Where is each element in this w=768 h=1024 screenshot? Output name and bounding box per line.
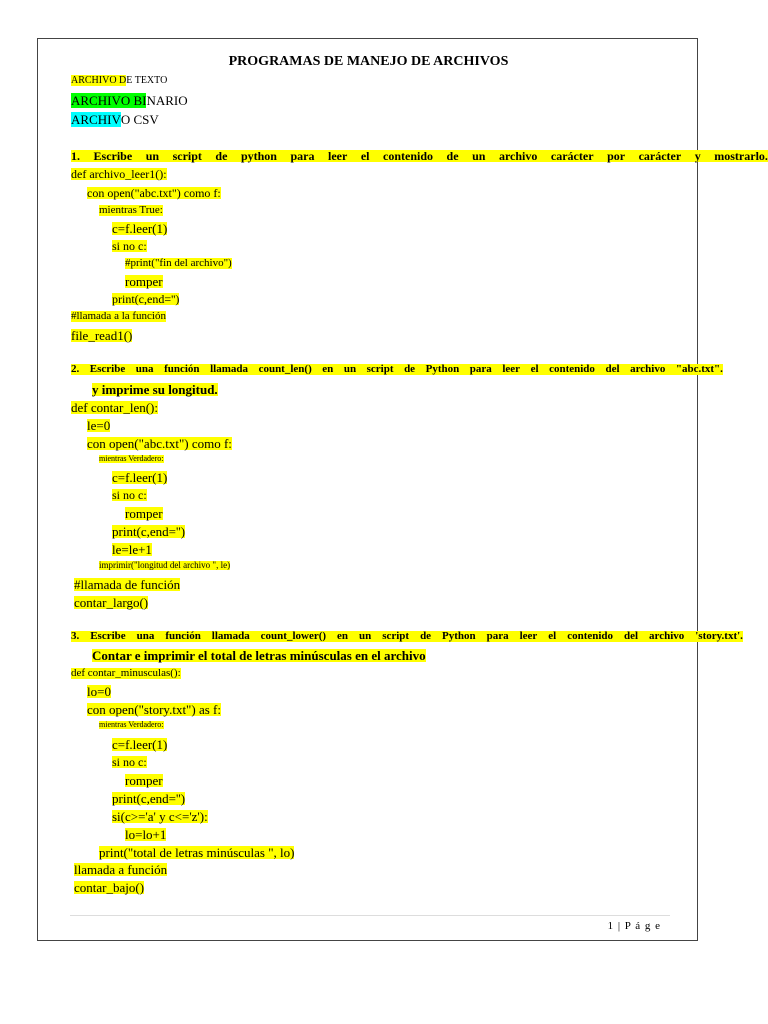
- code-line: def contar_minusculas():: [71, 667, 181, 679]
- footer-divider: [70, 915, 670, 916]
- code-line: lo=lo+1: [125, 827, 167, 842]
- code-comment: #llamada de función: [74, 577, 181, 592]
- code-line: def contar_len():: [71, 400, 158, 415]
- question-1-heading: 1. Escribe un script de python para leer el contenido de un archivo carácter por carácter y mostrarlo.: [71, 149, 768, 163]
- code-line: imprimir("longitud del archivo ", le): [99, 560, 231, 570]
- code-line: mientras Verdadero:: [99, 454, 164, 463]
- code-line: c=f.leer(1): [112, 737, 168, 752]
- code-line: con open("abc.txt") como f:: [87, 436, 232, 451]
- code-line: #print("fin del archivo"): [125, 257, 232, 269]
- code-line: romper: [125, 274, 163, 289]
- legend-text-file: ARCHIVO DE TEXTO: [71, 75, 168, 86]
- code-line: mientras True:: [99, 204, 163, 216]
- code-line: romper: [125, 506, 163, 521]
- page-title: PROGRAMAS DE MANEJO DE ARCHIVOS: [228, 54, 509, 69]
- code-line: con open("abc.txt") como f:: [87, 186, 221, 200]
- code-line: def archivo_leer1():: [71, 167, 167, 181]
- legend-binary-file: ARCHIVO BINARIO: [71, 93, 188, 108]
- code-line: c=f.leer(1): [112, 470, 168, 485]
- code-line: le=le+1: [112, 542, 152, 557]
- code-comment: #llamada a la función: [71, 310, 166, 322]
- code-line: si no c:: [112, 239, 147, 253]
- code-line: c=f.leer(1): [112, 221, 168, 236]
- code-line: romper: [125, 773, 163, 788]
- question-2-heading: 2. Escribe una función llamada count_len() en un script de Python para leer el contenido del archivo "abc.txt".: [71, 363, 723, 375]
- code-line: print(c,end=''): [112, 524, 186, 539]
- code-line: si(c>='a' y c<='z'):: [112, 809, 208, 824]
- code-comment: llamada a función: [74, 862, 168, 877]
- code-line: contar_bajo(): [74, 880, 145, 895]
- code-line: print("total de letras minúsculas ", lo): [99, 845, 295, 860]
- page-number: 1 | P á g e: [607, 920, 661, 932]
- legend-csv-file: ARCHIVO CSV: [71, 112, 159, 127]
- question-3-heading: 3. Escribe una función llamada count_lower() en un script de Python para leer el contenido del archivo 'story.txt'.: [71, 630, 743, 642]
- code-line: si no c:: [112, 755, 147, 769]
- code-line: con open("story.txt") as f:: [87, 702, 221, 717]
- code-line: si no c:: [112, 488, 147, 502]
- code-line: lo=0: [87, 684, 111, 699]
- document-page: [37, 38, 768, 941]
- code-line: le=0: [87, 418, 111, 433]
- code-line: contar_largo(): [74, 595, 149, 610]
- question-3-subheading: Contar e imprimir el total de letras minúsculas en el archivo: [92, 648, 426, 663]
- code-line: print(c,end=''): [112, 791, 186, 806]
- code-line: mientras Verdadero:: [99, 720, 164, 729]
- code-line: file_read1(): [71, 328, 133, 343]
- code-line: print(c,end=''): [112, 292, 180, 306]
- question-2-subheading: y imprime su longitud.: [92, 382, 218, 397]
